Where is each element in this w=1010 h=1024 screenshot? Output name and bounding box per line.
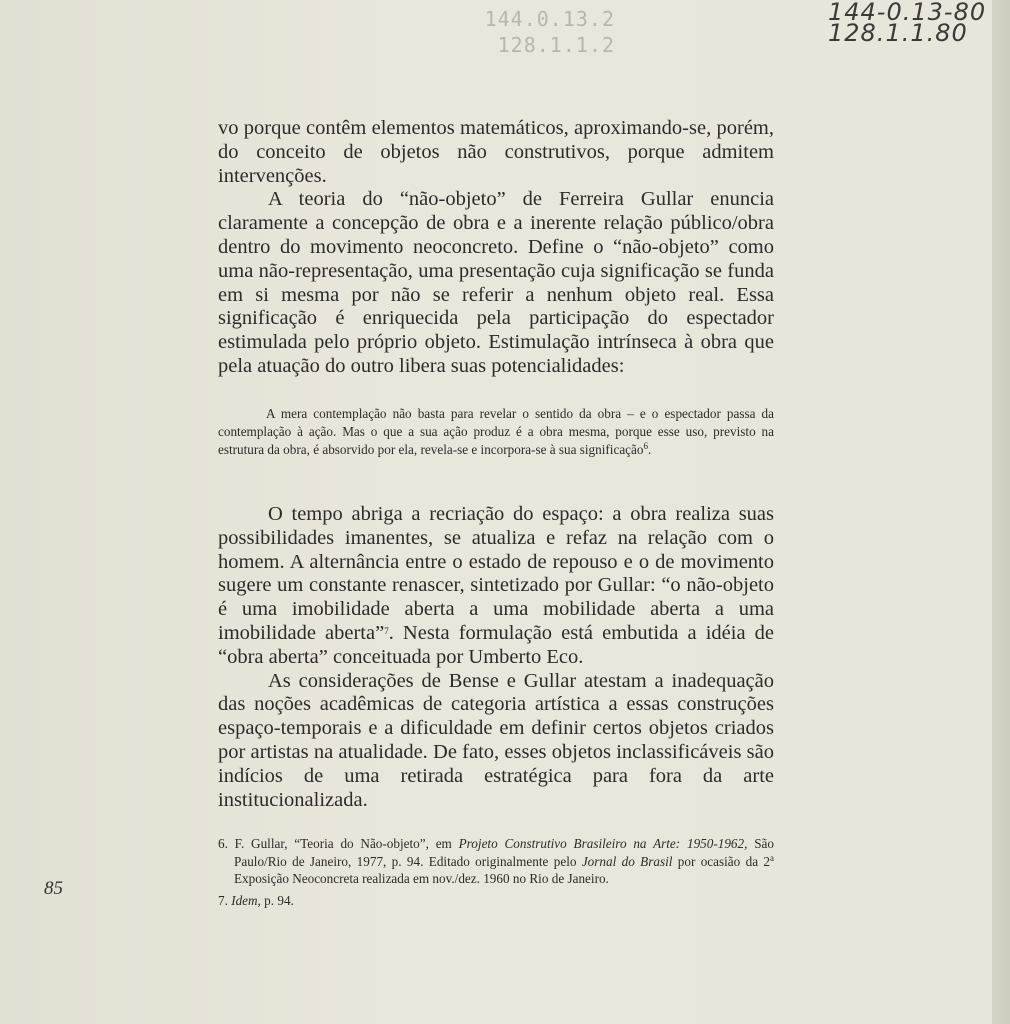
footnote-6-text-b: São Paulo/Rio de Janeiro, 1977, p. 94. Editado originalmente pelo xyxy=(234,836,774,869)
page-number: 85 xyxy=(44,878,63,899)
paragraph-3-part-b: . Nesta formulação está embutida a idéia de “obra aberta” conceituada por Umberto Eco. xyxy=(218,621,774,668)
footnote-7 xyxy=(218,892,774,910)
quote-text xyxy=(218,405,774,459)
footnote-6-book-title: Projeto Construtivo Brasileiro na Arte: 1950-1962, xyxy=(458,836,748,851)
paragraph-3-part-a: O tempo abriga a recriação do espaço: a obra realiza suas possibilidades imanentes, se atualiza e refaz na relação com o homem. A alternância entre o estado de repouso e o de movimento sugere um constante renascer, sintetizado por Gullar: “o não-objeto é uma imobilidade aberta a uma mobilidade aberta a uma imobilidade aberta” xyxy=(218,503,774,644)
handwritten-catalog-number xyxy=(828,0,988,47)
footnote-6 xyxy=(218,835,774,888)
faint-stamp-line-2: 128.1.1.2 xyxy=(497,33,615,57)
footnote-7-idem: Idem, xyxy=(231,892,261,908)
footnote-6-text-d: Exposição Neoconcreta realizada em nov./dez. 1960 no Rio de Janeiro. xyxy=(234,871,609,886)
main-text-block xyxy=(218,117,774,379)
paragraph-2: A teoria do “não-objeto” de Ferreira Gullar enuncia claramente a concepção de obra e a inerente relação público/obra dentro do movimento neoconcreto. Define o “não-objeto” como uma não-representação, uma presentação cuja significação se funda em si mesma por não se referir a nenhum objeto real. Essa significação é enriquecida pela participação do espectador estimulada pelo próprio objeto. Estimulação intrínseca à obra que pela atuação do outro libera suas potencialidades: xyxy=(218,188,774,377)
footnote-6-text-a: 6. F. Gullar, “Teoria do Não-objeto”, em xyxy=(218,836,459,851)
paragraph-4: As considerações de Bense e Gullar atestam a inadequação das noções acadêmicas de categoria artística a essas construções espaço-temporais e a dificuldade em definir certos objetos criados por artistas na atualidade. De fato, esses objetos inclassificáveis são indícios de uma retirada estratégica para fora da arte institucionalizada. xyxy=(218,669,774,811)
quote-end: . xyxy=(647,442,652,457)
catalog-number-line-2: 128.1.1.80 xyxy=(828,19,968,47)
quote-body: A mera contemplação não basta para revelar o sentido da obra – e o espectador passa da contemplação à ação. Mas o que a sua ação produz é a obra mesma, porque esse uso, previsto na estrutura da obra, é absorvido por ela, revela-se e incorpora-se à sua significação xyxy=(218,406,774,457)
footnote-7-number: 7. xyxy=(218,892,232,908)
paragraph-3 xyxy=(218,503,774,670)
footnote-7-page: p. 94. xyxy=(260,892,294,908)
faint-stamp-line-1: 144.0.13.2 xyxy=(484,7,615,31)
paragraph-1: vo porque contêm elementos matemáticos, aproximando-se, porém, do conceito de objetos não construtivos, porque admitem intervenções. xyxy=(218,117,774,187)
main-text-block-2 xyxy=(218,503,774,812)
footnote-ref-7[interactable]: 7 xyxy=(384,625,389,636)
footnotes xyxy=(218,835,774,913)
faint-catalog-stamp xyxy=(395,6,615,58)
footnote-ref-6[interactable]: 6 xyxy=(643,441,648,451)
footnote-6-newspaper: Jornal do Brasil xyxy=(581,853,673,869)
footnote-6-ordinal: a xyxy=(770,852,775,863)
page-edge xyxy=(992,0,1010,1024)
footnote-6-text-c: por ocasião da 2 xyxy=(672,853,771,869)
block-quote xyxy=(218,405,774,459)
catalog-number-line-1: 144-0.13-80 xyxy=(828,0,987,26)
